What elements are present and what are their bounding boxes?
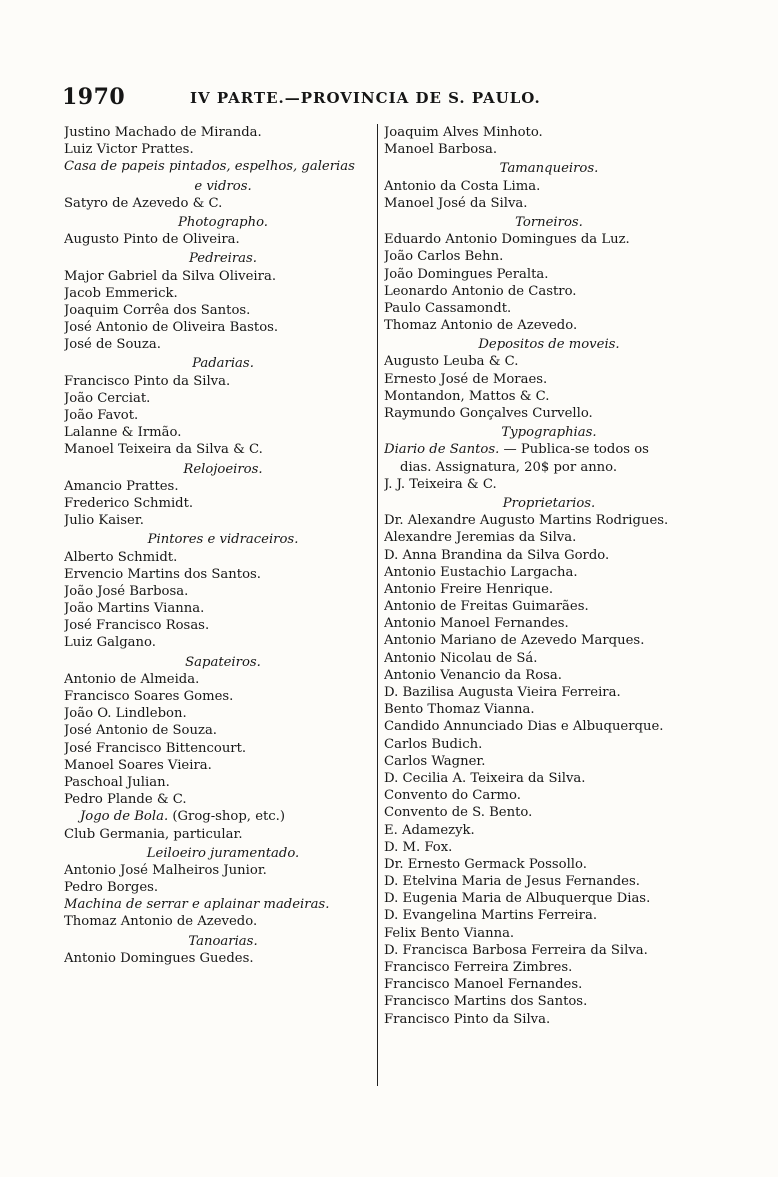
list-item: Paschoal Julian. bbox=[64, 774, 170, 790]
list-item: Dr. Ernesto Germack Possollo. bbox=[384, 856, 587, 872]
list-item: Manoel Soares Vieira. bbox=[64, 757, 212, 773]
list-item: Carlos Budich. bbox=[384, 736, 483, 752]
list-item: Thomaz Antonio de Azevedo. bbox=[64, 914, 258, 930]
section-heading: Leiloeiro juramentado. bbox=[146, 845, 300, 861]
list-item: Club Germania, particular. bbox=[64, 826, 243, 842]
section-heading: Torneiros. bbox=[515, 214, 583, 230]
list-item: D. Eugenia Maria de Albuquerque Dias. bbox=[384, 891, 651, 907]
list-item: Ervencio Martins dos Santos. bbox=[64, 566, 261, 582]
list-item: José de Souza. bbox=[64, 337, 161, 353]
list-item: Antonio Mariano de Azevedo Marques. bbox=[384, 633, 645, 649]
list-item: Pedro Plande & C. bbox=[64, 792, 187, 808]
list-item: Felix Bento Vianna. bbox=[384, 925, 515, 941]
list-item: Antonio Eustachio Largacha. bbox=[384, 564, 578, 580]
list-item: E. Adamezyk. bbox=[384, 822, 475, 838]
list-item: João Cerciat. bbox=[64, 390, 151, 406]
list-item: Luiz Victor Prattes. bbox=[64, 142, 194, 158]
list-item: Joaquim Alves Minhoto. bbox=[384, 125, 543, 140]
list-item: D. Francisca Barbosa Ferreira da Silva. bbox=[384, 942, 648, 958]
section-heading bbox=[64, 808, 382, 825]
list-item: João O. Lindlebon. bbox=[64, 706, 187, 722]
list-item: Convento de S. Bento. bbox=[384, 805, 533, 821]
list-item: Thomaz Antonio de Azevedo. bbox=[384, 318, 578, 334]
list-item: Convento do Carmo. bbox=[384, 788, 521, 804]
list-item: Francisco Pinto da Silva. bbox=[384, 1011, 551, 1027]
list-item: Antonio Venancio da Rosa. bbox=[384, 667, 562, 683]
section-heading: Typographias. bbox=[501, 425, 597, 441]
list-item: José Antonio de Souza. bbox=[64, 723, 217, 739]
list-item: Francisco Pinto da Silva. bbox=[64, 373, 231, 389]
list-item: Antonio Nicolau de Sá. bbox=[384, 650, 538, 666]
list-item: Carlos Wagner. bbox=[384, 753, 486, 769]
list-item: Francisco Martins dos Santos. bbox=[384, 994, 588, 1010]
section-heading: Photographo. bbox=[178, 214, 268, 230]
section-heading: Sapateiros. bbox=[185, 654, 261, 670]
section-heading: Casa de papeis pintados, espelhos, galerias bbox=[64, 159, 355, 175]
list-item: D. M. Fox. bbox=[384, 839, 453, 855]
list-item: João Favot. bbox=[64, 408, 139, 423]
list-item: J. J. Teixeira & C. bbox=[384, 476, 497, 492]
list-item: Eduardo Antonio Domingues da Luz. bbox=[384, 232, 630, 248]
section-heading: Padarias. bbox=[192, 356, 254, 372]
list-item: D. Etelvina Maria de Jesus Fernandes. bbox=[384, 874, 640, 890]
section-heading: Pintores e vidraceiros. bbox=[147, 532, 299, 548]
list-item: João Martins Vianna. bbox=[64, 601, 205, 617]
list-item: Augusto Pinto de Oliveira. bbox=[64, 232, 240, 248]
list-item: Antonio José Malheiros Junior. bbox=[64, 862, 267, 878]
list-item: João Carlos Behn. bbox=[384, 249, 504, 265]
list-item: D. Anna Brandina da Silva Gordo. bbox=[384, 547, 610, 563]
list-item: Antonio Freire Henrique. bbox=[384, 581, 554, 597]
list-item: Joaquim Corrêa dos Santos. bbox=[64, 302, 251, 318]
list-item: D. Evangelina Martins Ferreira. bbox=[384, 908, 598, 924]
list-item: Julio Kaiser. bbox=[64, 513, 144, 529]
list-item: Paulo Cassamondt. bbox=[384, 300, 512, 316]
left-column bbox=[64, 124, 382, 967]
list-item: Bento Thomaz Vianna. bbox=[384, 702, 535, 718]
list-item: D. Cecilia A. Teixeira da Silva. bbox=[384, 770, 586, 786]
list-item: Antonio Domingues Guedes. bbox=[64, 950, 254, 966]
list-item: Antonio da Costa Lima. bbox=[384, 178, 541, 194]
list-item: Luiz Galgano. bbox=[64, 635, 156, 651]
list-item: José Francisco Rosas. bbox=[64, 618, 210, 634]
list-item: Lalanne & Irmão. bbox=[64, 425, 182, 441]
section-heading: e vidros. bbox=[194, 178, 252, 194]
list-item: D. Bazilisa Augusta Vieira Ferreira. bbox=[384, 685, 621, 700]
section-heading: Tanoarias. bbox=[188, 933, 258, 949]
list-item: Ernesto José de Moraes. bbox=[384, 371, 548, 387]
italic-part: Diario de Santos. bbox=[384, 442, 500, 458]
list-item: João Domingues Peralta. bbox=[384, 266, 549, 282]
list-item: Antonio de Almeida. bbox=[64, 671, 200, 687]
section-heading: Pedreiras. bbox=[189, 251, 257, 267]
list-item: Frederico Schmidt. bbox=[64, 495, 194, 511]
list-item: Alexandre Jeremias da Silva. bbox=[384, 530, 577, 546]
list-item: Manoel José da Silva. bbox=[384, 195, 528, 211]
list-item: Dr. Alexandre Augusto Martins Rodrigues. bbox=[384, 513, 669, 529]
running-title: IV PARTE.—PROVINCIA DE S. PAULO. bbox=[190, 89, 541, 107]
list-item: Leonardo Antonio de Castro. bbox=[384, 283, 577, 299]
list-item: Raymundo Gonçalves Curvello. bbox=[384, 406, 593, 421]
list-item: Antonio de Freitas Guimarães. bbox=[384, 599, 589, 615]
list-item: Antonio Manoel Fernandes. bbox=[384, 616, 569, 632]
list-item: Francisco Manoel Fernandes. bbox=[384, 977, 583, 993]
section-heading: Proprietarios. bbox=[502, 495, 596, 511]
list-item: Montandon, Mattos & C. bbox=[384, 388, 550, 404]
roman-part: — Publica-se todos os bbox=[503, 442, 649, 458]
section-heading: Tamanqueiros. bbox=[499, 161, 599, 177]
section-heading: Relojoeiros. bbox=[183, 461, 263, 477]
list-item: Jacob Emmerick. bbox=[64, 285, 178, 301]
list-item: José Francisco Bittencourt. bbox=[64, 740, 247, 756]
list-item: Manoel Barbosa. bbox=[384, 142, 498, 158]
list-item: dias. Assignatura, 20$ por anno. bbox=[400, 459, 618, 475]
list-item: Satyro de Azevedo & C. bbox=[64, 195, 223, 211]
list-item: Augusto Leuba & C. bbox=[384, 354, 519, 370]
section-heading: Depositos de moveis. bbox=[478, 337, 620, 353]
column-divider bbox=[377, 124, 378, 1086]
section-heading: Machina de serrar e aplainar madeiras. bbox=[64, 897, 330, 913]
list-item bbox=[384, 441, 714, 458]
list-item: João José Barbosa. bbox=[64, 583, 189, 599]
list-item: Manoel Teixeira da Silva & C. bbox=[64, 442, 263, 458]
right-column bbox=[384, 124, 714, 1028]
list-item: Amancio Prattes. bbox=[64, 478, 179, 494]
list-item: Justino Machado de Miranda. bbox=[64, 125, 262, 140]
list-item: Francisco Soares Gomes. bbox=[64, 689, 234, 704]
list-item: Alberto Schmidt. bbox=[64, 549, 178, 565]
list-item: Major Gabriel da Silva Oliveira. bbox=[64, 268, 277, 284]
list-item: Francisco Ferreira Zimbres. bbox=[384, 960, 573, 975]
page-number: 1970 bbox=[62, 84, 126, 110]
list-item: José Antonio de Oliveira Bastos. bbox=[64, 320, 279, 336]
page-header bbox=[62, 84, 722, 114]
italic-part: Jogo de Bola. bbox=[80, 809, 169, 825]
list-item: Candido Annunciado Dias e Albuquerque. bbox=[384, 719, 664, 735]
roman-part: (Grog-shop, etc.) bbox=[172, 809, 286, 825]
list-item: Pedro Borges. bbox=[64, 880, 159, 896]
